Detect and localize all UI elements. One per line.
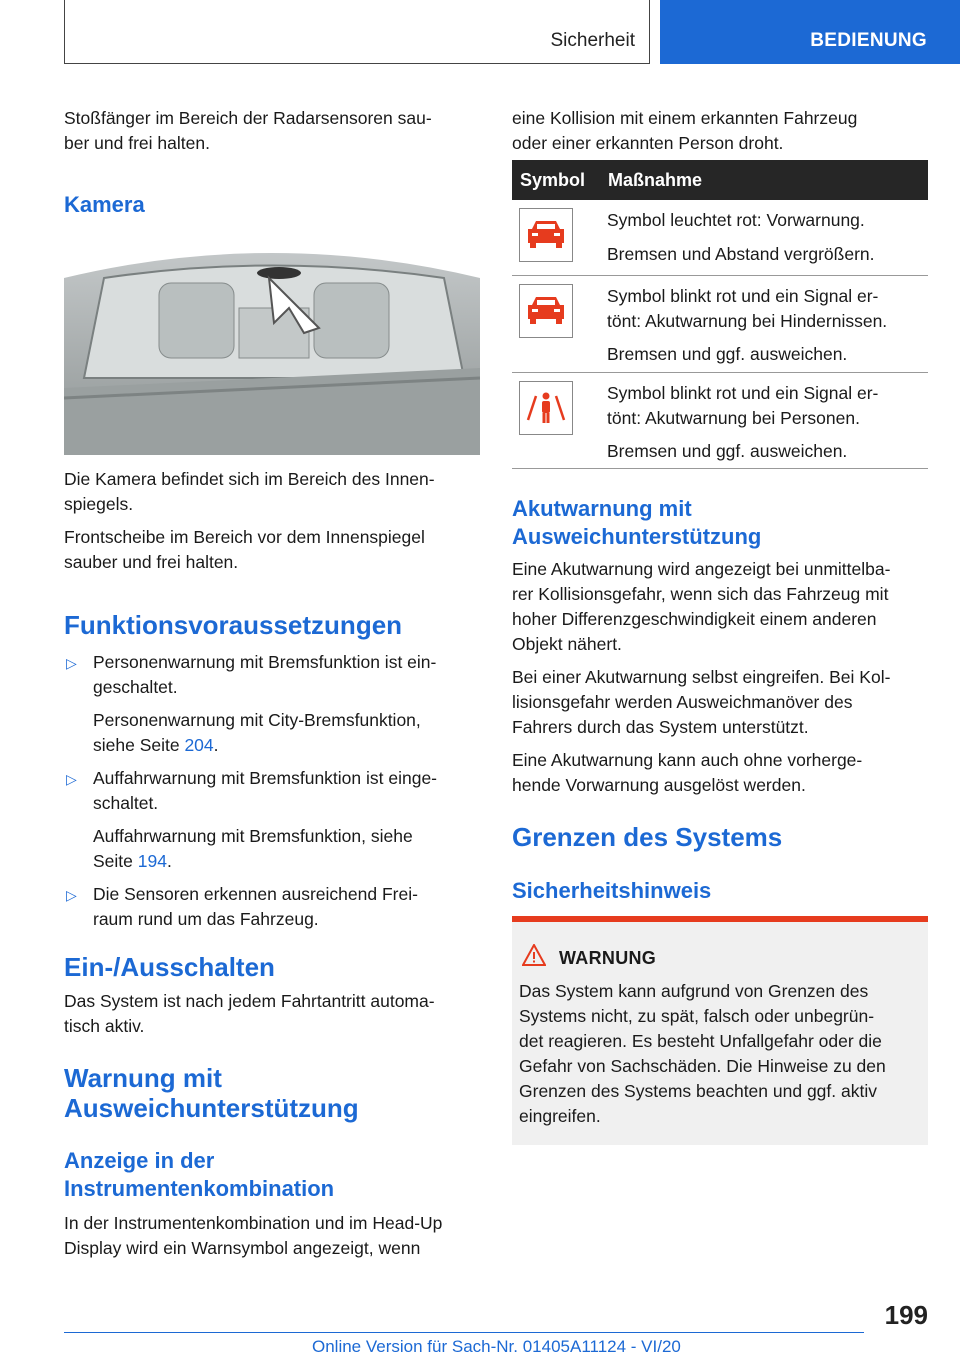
kamera-text2-line1: Frontscheibe im Bereich vor dem Innenspiegel (64, 527, 425, 547)
einaus-text-line2: tisch aktiv. (64, 1016, 145, 1036)
bullet1-line1: Personenwarnung mit Bremsfunktion ist ein- (93, 652, 437, 672)
kamera-text1-line2: spiegels. (64, 494, 134, 514)
bullet-icon: ▷ (66, 771, 77, 787)
bullet-icon: ▷ (66, 655, 77, 671)
akut-text2-line1: Bei einer Akutwarnung selbst eingreifen. Bei Kol- (512, 667, 891, 687)
footer-online-version: Online Version für Sach-Nr. 01405A11124 - VI/20 (312, 1337, 681, 1356)
bullet1-line2: geschaltet. (93, 677, 178, 697)
warning-title: WARNUNG (559, 948, 657, 968)
bullet2-sub2 (93, 849, 172, 874)
table-header-symbol: Symbol (520, 170, 586, 190)
sicher-heading: Sicherheitshinweis (512, 878, 712, 903)
grenzen-heading: Grenzen des Systems (512, 822, 783, 852)
bullet2-sub2-post: . (166, 851, 172, 871)
page-link-194[interactable]: 194 (137, 851, 167, 871)
bullet2-line2: schaltet. (93, 793, 159, 813)
intro-line-1: Stoßfänger im Bereich der Radarsensoren sau- (64, 108, 432, 128)
anzeige-heading-line1: Anzeige in der (64, 1148, 215, 1173)
table-divider (512, 275, 928, 276)
warnung-heading-line2: Ausweichunterstützung (64, 1093, 359, 1123)
row3-line1: Symbol blinkt rot und ein Signal er- (607, 383, 879, 403)
row3-line3: Bremsen und ggf. ausweichen. (607, 441, 848, 461)
header-chapter-title: BEDIENUNG (810, 30, 927, 51)
kamera-text1-line1: Die Kamera befindet sich im Bereich des Innen- (64, 469, 435, 489)
bullet1-sub1: Personenwarnung mit City-Bremsfunktion, (93, 710, 421, 730)
bullet-icon: ▷ (66, 887, 77, 903)
bullet2-sub1: Auffahrwarnung mit Bremsfunktion, siehe (93, 826, 413, 846)
row2-line2: tönt: Akutwarnung bei Hindernissen. (607, 311, 888, 331)
table-divider (512, 372, 928, 373)
kamera-heading: Kamera (64, 192, 145, 217)
warning-line4: Gefahr von Sachschäden. Die Hinweise zu den (519, 1056, 886, 1076)
akut-text2-line3: Fahrers durch das System unterstützt. (512, 717, 809, 737)
bullet2-line1: Auffahrwarnung mit Bremsfunktion ist einge- (93, 768, 438, 788)
funktion-heading: Funktionsvoraussetzungen (64, 610, 403, 640)
akut-text2-line2: lisionsgefahr werden Ausweichmanöver des (512, 692, 853, 712)
akut-text3-line1: Eine Akutwarnung kann auch ohne vorherge- (512, 750, 863, 770)
row2-line3: Bremsen und ggf. ausweichen. (607, 344, 848, 364)
page-number: 199 (884, 1300, 928, 1330)
header-section-box (64, 0, 650, 64)
einaus-heading: Ein-/Ausschalten (64, 952, 275, 982)
table-divider (512, 468, 928, 469)
anzeige-text-line1: In der Instrumentenkombination und im Head-Up (64, 1213, 443, 1233)
row1-line2: Bremsen und Abstand vergrößern. (607, 244, 875, 264)
row3-line2: tönt: Akutwarnung bei Personen. (607, 408, 860, 428)
akut-text3-line2: hende Vorwarnung ausgelöst werden. (512, 775, 806, 795)
bullet3-line1: Die Sensoren erkennen ausreichend Frei- (93, 884, 418, 904)
akut-text1-line3: hoher Differenzgeschwindigkeit einem anderen (512, 609, 877, 629)
bullet1-sub2-pre: siehe Seite (93, 735, 185, 755)
bullet3-line2: raum rund um das Fahrzeug. (93, 909, 319, 929)
pedestrian-warning-icon (519, 381, 573, 435)
bullet1-sub2-post: . (213, 735, 219, 755)
akut-heading-line2: Ausweichunterstützung (512, 524, 762, 549)
warning-line2: Systems nicht, zu spät, falsch oder unbegrün- (519, 1006, 875, 1026)
kamera-text2-line2: sauber und frei halten. (64, 552, 239, 572)
warning-line5: Grenzen des Systems beachten und ggf. aktiv (519, 1081, 877, 1101)
header-chapter-box (660, 0, 960, 64)
warnung-heading-line1: Warnung mit (64, 1063, 222, 1093)
intro-line-2: ber und frei halten. (64, 133, 210, 153)
row2-line1: Symbol blinkt rot und ein Signal er- (607, 286, 879, 306)
anzeige-heading-line2: Instrumentenkombination (64, 1176, 335, 1201)
table-header (512, 160, 928, 200)
right-intro-line2: oder einer erkannten Person droht. (512, 133, 784, 153)
row1-line1: Symbol leuchtet rot: Vorwarnung. (607, 210, 865, 230)
akut-text1-line2: rer Kollisionsgefahr, wenn sich das Fahrzeug mit (512, 584, 889, 604)
car-interior-illustration (64, 238, 480, 455)
warning-box (512, 916, 928, 1145)
warning-line3: det reagieren. Es besteht Unfallgefahr oder die (519, 1031, 882, 1051)
camera-photo (64, 238, 480, 455)
einaus-text-line1: Das System ist nach jedem Fahrtantritt automa- (64, 991, 435, 1011)
table-header-massnahme: Maßnahme (608, 170, 703, 190)
warning-line1: Das System kann aufgrund von Grenzen des (519, 981, 869, 1001)
right-intro-line1: eine Kollision mit einem erkannten Fahrzeug (512, 108, 858, 128)
akut-text1-line1: Eine Akutwarnung wird angezeigt bei unmittelba- (512, 559, 891, 579)
bullet1-sub2 (93, 733, 219, 758)
bullet2-sub2-pre: Seite (93, 851, 138, 871)
car-warning-icon (519, 208, 573, 262)
warning-line6: eingreifen. (519, 1106, 601, 1126)
anzeige-text-line2: Display wird ein Warnsymbol angezeigt, wenn (64, 1238, 421, 1258)
akut-heading-line1: Akutwarnung mit (512, 496, 692, 521)
car-warning-icon (519, 284, 573, 338)
warning-triangle-icon (522, 944, 546, 966)
header-section-title: Sicherheit (550, 30, 635, 51)
akut-text1-line4: Objekt nähert. (512, 634, 622, 654)
footer-divider (64, 1332, 864, 1333)
page-link-204[interactable]: 204 (184, 735, 214, 755)
